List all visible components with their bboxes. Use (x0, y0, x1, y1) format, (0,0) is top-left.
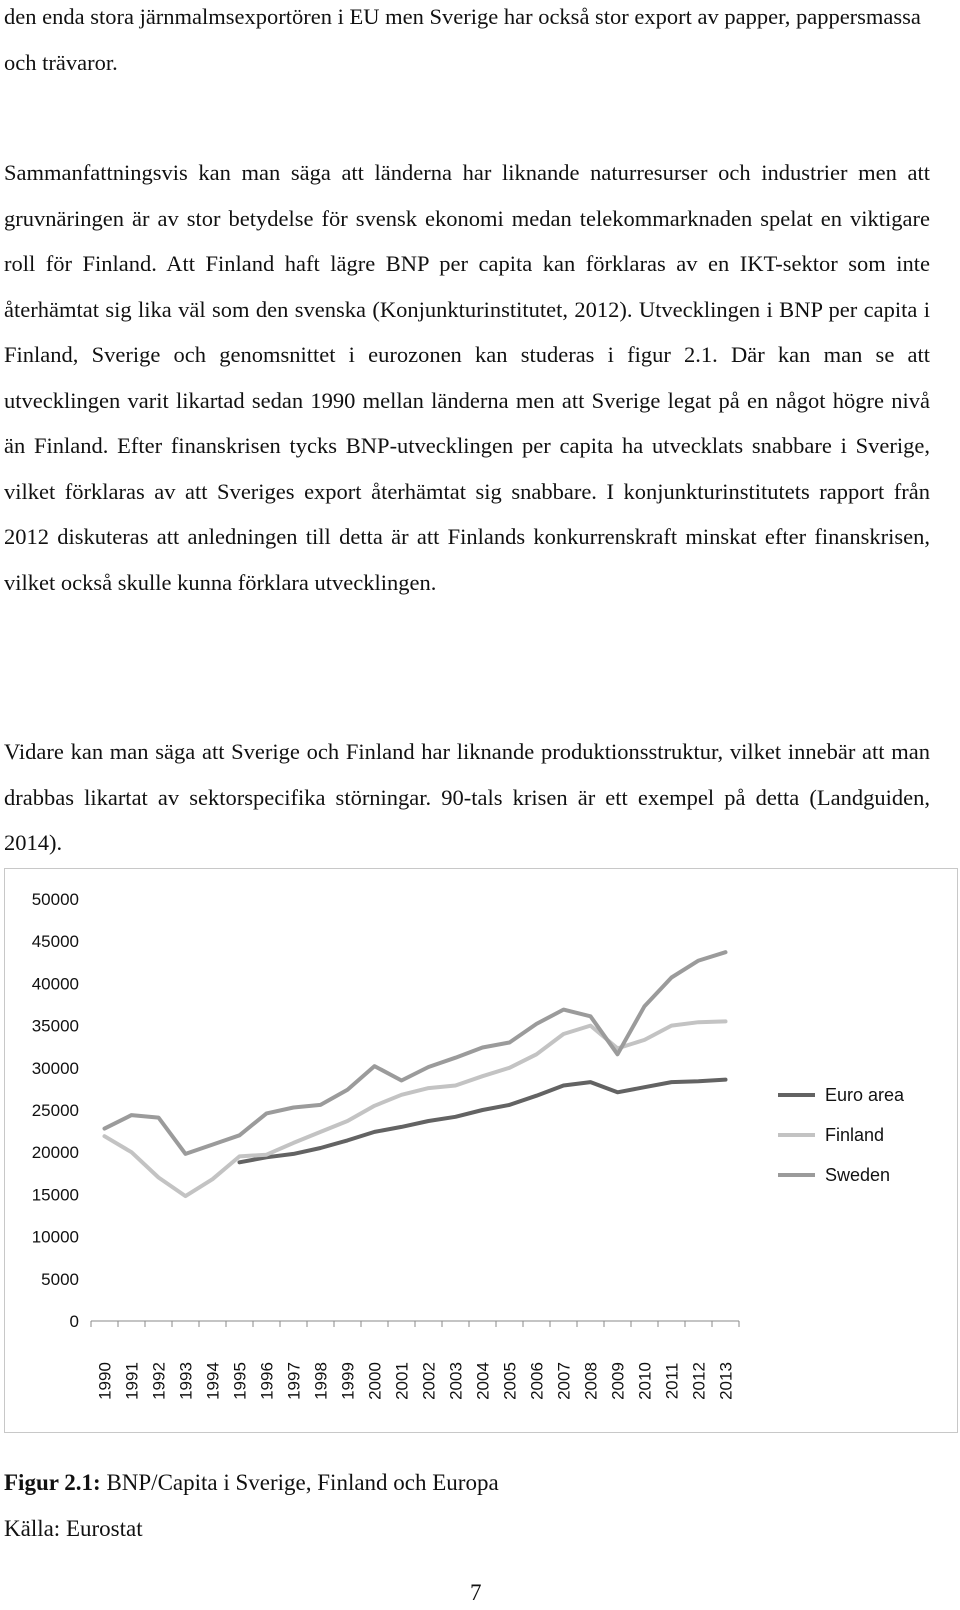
x-tick-label: 1993 (176, 1362, 196, 1400)
gdp-chart (4, 868, 958, 1433)
paragraph-summary: Sammanfattningsvis kan man säga att länderna har liknande naturresurser och industrier men att gruvnäringen är av stor betydelse för svensk ekonomi medan telekommarknaden spelat en viktigare roll för Finland. Att Finland haft lägre BNP per capita kan förklaras av en IKT-sektor som inte återhämtat sig lika väl som den svenska (Konjunkturinstitutet, 2012). Utvecklingen i BNP per capita i Finland, Sverige och genomsnittet i eurozonen kan studeras i figur 2.1. Där kan man se att utvecklingen varit likartad sedan 1990 mellan länderna men att Sverige legat på en något högre nivå än Finland. Efter finanskrisen tycks BNP-utvecklingen per capita ha utvecklats snabbare i Sverige, vilket förklaras av att Sveriges export återhämtat sig snabbare. I konjunkturinstitutets rapport från 2012 diskuteras att anledningen till detta är att Finlands konkurrenskraft minskat efter finanskrisen, vilket också skulle kunna förklara utvecklingen. (4, 160, 930, 595)
x-tick-label: 2012 (689, 1362, 709, 1400)
y-tick-label: 0 (69, 1312, 79, 1331)
y-tick-label: 20000 (31, 1143, 79, 1163)
y-tick-label: 10000 (31, 1227, 79, 1247)
y-tick-label: 30000 (31, 1058, 79, 1078)
x-tick-label: 2000 (365, 1362, 385, 1400)
y-tick-label: 5000 (41, 1269, 79, 1289)
x-tick-label: 2009 (608, 1362, 628, 1400)
chart-plot (5, 869, 957, 1432)
x-tick-label: 2008 (581, 1362, 601, 1400)
figure-caption-text: BNP/Capita i Sverige, Finland och Europa (100, 1470, 499, 1495)
x-tick-label: 2007 (554, 1362, 574, 1400)
x-tick-label: 2001 (392, 1362, 412, 1400)
x-tick-label: 2013 (716, 1362, 736, 1400)
figure-caption-label: Figur 2.1: (4, 1470, 101, 1495)
x-tick-label: 1998 (311, 1362, 331, 1400)
legend-label: Finland (825, 1125, 885, 1145)
x-tick-label: 1991 (122, 1362, 142, 1400)
y-tick-label: 15000 (31, 1185, 79, 1205)
x-tick-label: 2003 (446, 1362, 466, 1400)
x-tick-label: 1990 (95, 1362, 115, 1400)
legend-label: Euro area (825, 1085, 905, 1105)
y-tick-label: 35000 (31, 1016, 79, 1036)
x-tick-label: 2004 (473, 1362, 493, 1400)
x-tick-label: 1992 (149, 1362, 169, 1400)
x-tick-label: 1994 (203, 1362, 223, 1400)
y-tick-label: 50000 (31, 890, 79, 909)
x-tick-label: 1999 (338, 1362, 358, 1400)
y-tick-label: 25000 (31, 1101, 79, 1120)
series-line-euro-area (240, 1080, 726, 1163)
paragraph-production: Vidare kan man säga att Sverige och Finland har liknande produktionsstruktur, vilket innebär att man drabbas likartat av sektorspecifika störningar. 90-tals krisen är ett exempel på detta (Landguiden, 2014). (4, 739, 930, 855)
y-tick-label: 45000 (31, 932, 79, 952)
x-tick-label: 1997 (284, 1362, 304, 1400)
series-line-finland (105, 1021, 726, 1196)
y-tick-label: 40000 (31, 974, 79, 994)
x-tick-label: 2011 (662, 1362, 682, 1400)
x-tick-label: 2002 (419, 1362, 439, 1400)
x-tick-label: 1996 (257, 1362, 277, 1400)
figure-source: Källa: Eurostat (4, 1516, 143, 1541)
x-tick-label: 2005 (500, 1362, 520, 1400)
page-number: 7 (470, 1580, 482, 1605)
legend-label: Sweden (825, 1165, 891, 1185)
x-tick-label: 2010 (635, 1362, 655, 1400)
x-tick-label: 1995 (230, 1362, 250, 1400)
figure-caption (4, 1470, 499, 1496)
paragraph-intro: den enda stora järnmalmsexportören i EU men Sverige har också stor export av papper, pappersmassa och trävaror. (4, 4, 921, 75)
x-tick-label: 2006 (527, 1362, 547, 1400)
